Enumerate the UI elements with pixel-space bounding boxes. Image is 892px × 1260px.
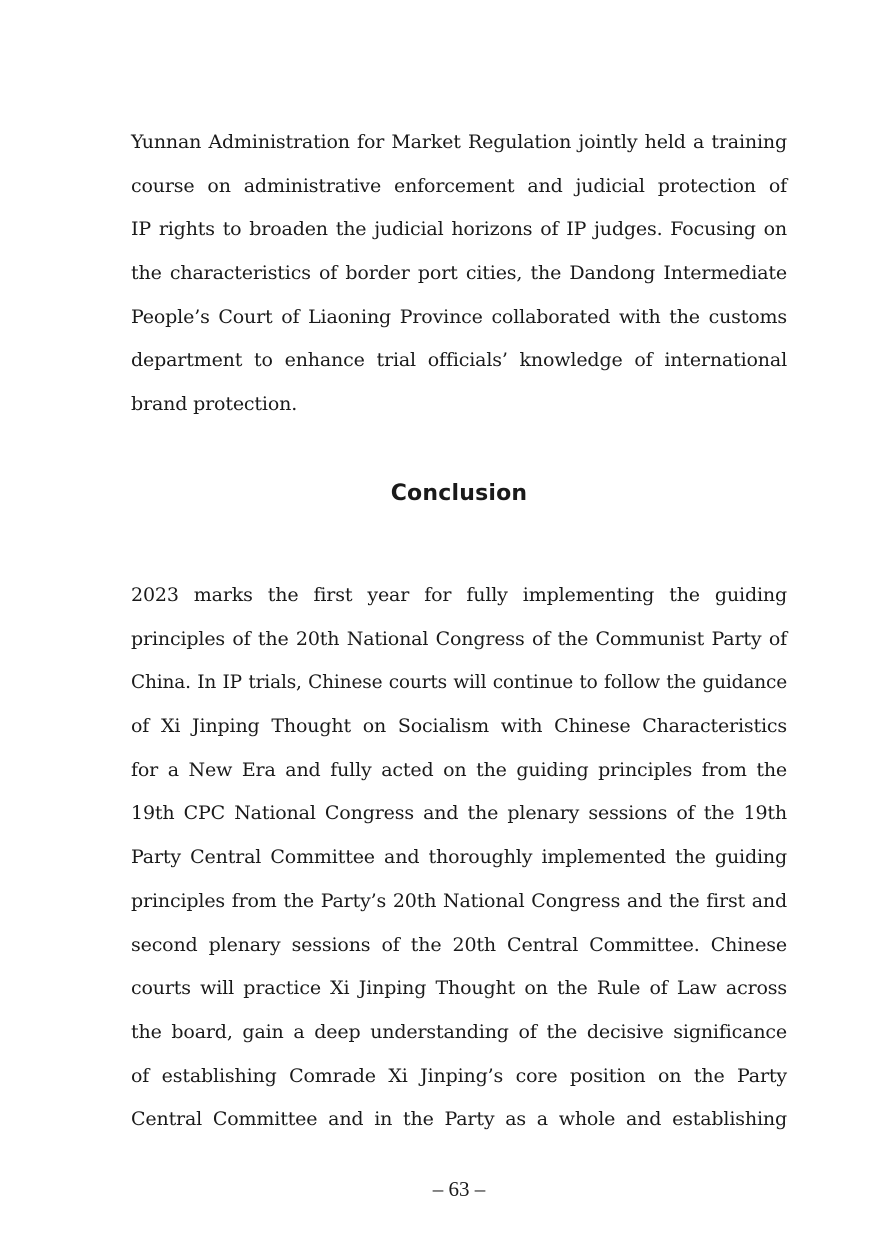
paragraph-line: Party Central Committee and thoroughly implemented the guiding xyxy=(131,846,787,869)
body-paragraph-conclusion xyxy=(131,574,787,1142)
section-heading-conclusion: Conclusion xyxy=(390,481,528,506)
paragraph-line: course on administrative enforcement and judicial protection of xyxy=(131,174,787,197)
paragraph-line: Yunnan Administration for Market Regulation jointly held a training xyxy=(131,131,787,153)
paragraph-line: of establishing Comrade Xi Jinping’s core position on the Party xyxy=(131,1064,787,1087)
paragraph-line: China. In IP trials, Chinese courts will continue to follow the guidance xyxy=(131,672,787,694)
paragraph-line: brand protection. xyxy=(131,393,298,416)
paragraph-line: second plenary sessions of the 20th Central Committee. Chinese xyxy=(131,933,787,956)
paragraph-line: courts will practice Xi Jinping Thought on the Rule of Law across xyxy=(131,977,787,1000)
paragraph-line: the board, gain a deep understanding of the decisive significance xyxy=(131,1020,787,1043)
paragraph-line: IP rights to broaden the judicial horizons of IP judges. Focusing on xyxy=(131,218,787,241)
paragraph-line: People’s Court of Liaoning Province collaborated with the customs xyxy=(131,305,787,328)
page-number: – 63 – xyxy=(432,1177,486,1201)
paragraph-line: principles of the 20th National Congress of the Communist Party of xyxy=(131,627,787,650)
paragraph-line: Central Committee and in the Party as a whole and establishing xyxy=(131,1108,787,1131)
paragraph-line: the characteristics of border port cities, the Dandong Intermediate xyxy=(131,262,787,285)
paragraph-line: department to enhance trial officials’ knowledge of international xyxy=(131,349,787,372)
paragraph-line: 2023 marks the first year for fully implementing the guiding xyxy=(131,584,787,606)
body-paragraph-ip-training xyxy=(131,121,787,427)
paragraph-line: principles from the Party’s 20th National Congress and the first and xyxy=(131,889,787,912)
paragraph-line: 19th CPC National Congress and the plenary sessions of the 19th xyxy=(131,802,787,825)
paragraph-line: of Xi Jinping Thought on Socialism with Chinese Characteristics xyxy=(131,715,787,738)
paragraph-line: for a New Era and fully acted on the guiding principles from the xyxy=(131,758,787,781)
